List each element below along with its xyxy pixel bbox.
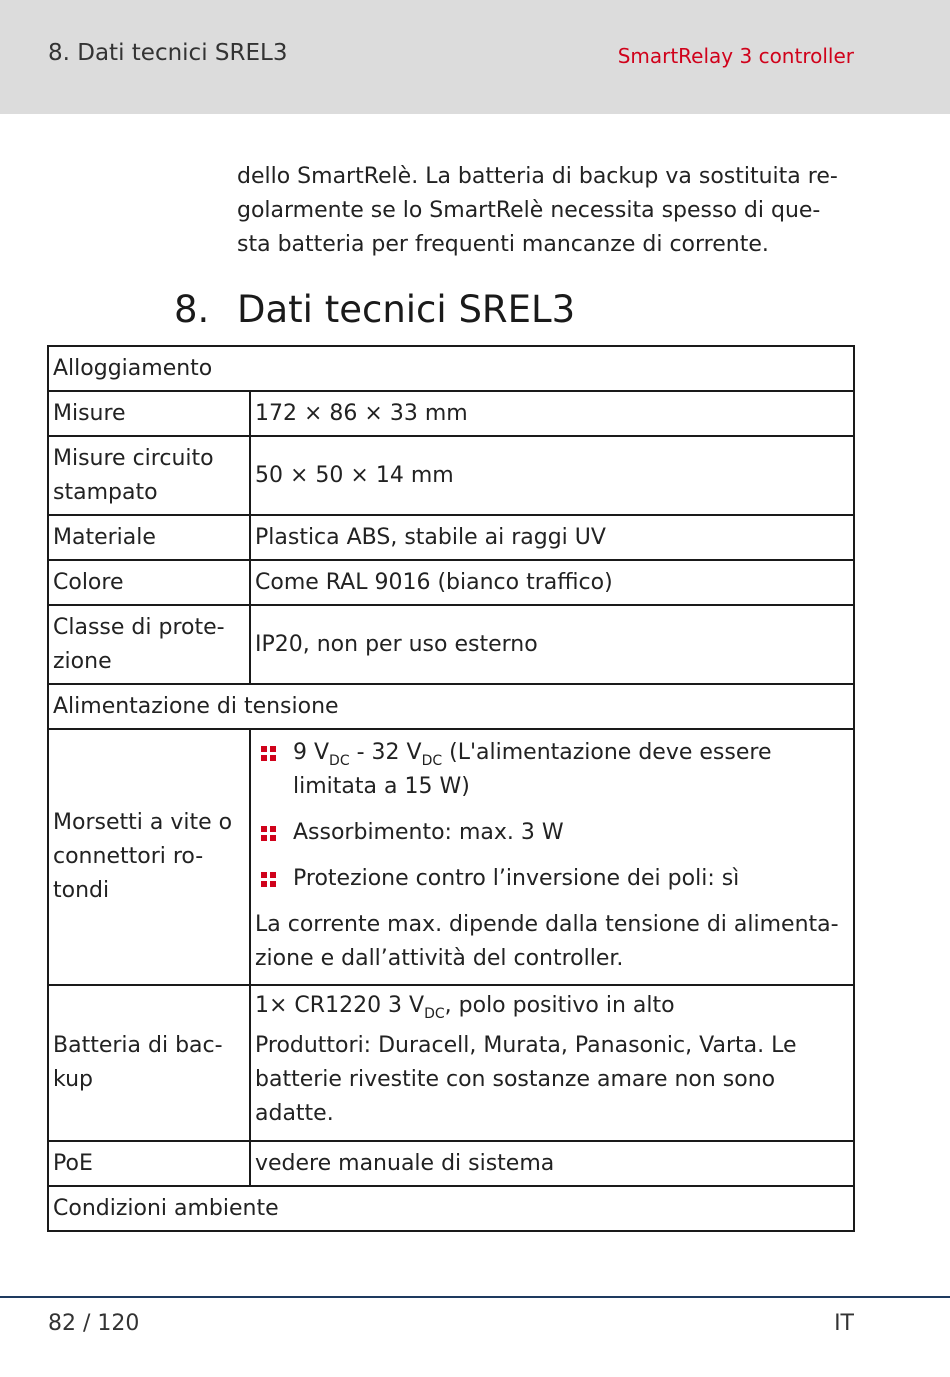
voltage-line: 9 $V_{DC} - 32$ $V_{DC}$ (L'alimentazione deve essere [293,740,772,769]
makers-line: Produttori: Duracell, Murata, Panasonic, Varta. Le [255,1033,797,1058]
group-header-power: Alimentazione di tensione [48,684,854,729]
row-label: Colore [48,560,250,605]
list-item [255,816,849,850]
row-value: IP20, non per uso esterno [250,605,854,684]
row-label-line: tondi [53,878,110,903]
intro-paragraph [237,160,862,262]
table-row [48,1186,854,1231]
group-header-ambient: Condizioni ambiente [48,1186,854,1231]
page-header [0,0,950,114]
footer-divider [0,1296,950,1298]
row-label-line: Batteria di bac- [53,1033,223,1058]
row-value: Plastica ABS, stabile ai raggi UV [250,515,854,560]
polarity-text: Protezione contro l’inversione dei poli: sì [293,866,740,891]
table-row [48,346,854,391]
row-label: PoE [48,1141,250,1186]
battery-makers [255,1029,849,1137]
language-code: IT [834,1311,854,1336]
row-label-line: zione [53,648,112,674]
table-row [48,515,854,560]
row-label-line: Classe di prote- [53,614,225,640]
current-note [255,908,849,984]
row-label-line: kup [53,1067,93,1092]
row-label [48,985,250,1141]
makers-line: batterie rivestite con sostanze amare non sono [255,1067,776,1092]
consumption-text: Assorbimento: max. 3 W [293,820,564,845]
battery-spec: 1× CR1220 3 $V_{DC}$, polo positivo in alto [255,993,675,1022]
row-label: Misure [48,391,250,436]
row-value: Come RAL 9016 (bianco traffico) [250,560,854,605]
row-value: 50 × 50 × 14 mm [250,436,854,515]
table-row [48,436,854,515]
table-row [48,684,854,729]
row-label: Materiale [48,515,250,560]
intro-line: golarmente se lo SmartRelè necessita spesso di que- [237,198,821,223]
table-row [48,729,854,985]
row-value: vedere manuale di sistema [250,1141,854,1186]
table-row [48,560,854,605]
header-chapter-title: 8. Dati tecnici SREL3 [48,40,288,66]
makers-line: adatte. [255,1101,334,1126]
row-label [48,605,250,684]
row-label-line: connettori ro- [53,844,204,869]
note-line: zione e dall’attività del controller. [255,946,624,971]
list-item [255,862,849,896]
table-row [48,605,854,684]
table-row [48,1141,854,1186]
list-item [255,736,849,804]
row-label [48,729,250,985]
note-line: La corrente max. dipende dalla tensione di alimenta- [255,912,839,937]
header-product-name: SmartRelay 3 controller [617,44,854,68]
row-label-line: stampato [53,479,158,505]
table-row [48,985,854,1141]
table-row [48,391,854,436]
specs-table [47,345,855,1232]
section-heading [174,288,575,331]
row-value [250,985,854,1141]
row-value [250,729,854,985]
row-label [48,436,250,515]
bullet-square-icon [261,826,276,841]
row-value: 172 × 86 × 33 mm [250,391,854,436]
page-number: 82 / 120 [48,1311,140,1336]
section-title-text: Dati tecnici SREL3 [237,288,576,331]
intro-line: sta batteria per frequenti mancanze di corrente. [237,232,769,257]
power-bullet-list [255,730,849,896]
section-number: 8. [174,288,210,331]
intro-line: dello SmartRelè. La batteria di backup va sostituita re- [237,164,838,189]
bullet-square-icon [261,872,276,887]
voltage-line: limitata a 15 W) [293,774,470,799]
bullet-square-icon [261,746,276,761]
row-label-line: Misure circuito [53,445,214,471]
row-label-line: Morsetti a vite o [53,810,233,835]
group-header-housing: Alloggiamento [48,346,854,391]
